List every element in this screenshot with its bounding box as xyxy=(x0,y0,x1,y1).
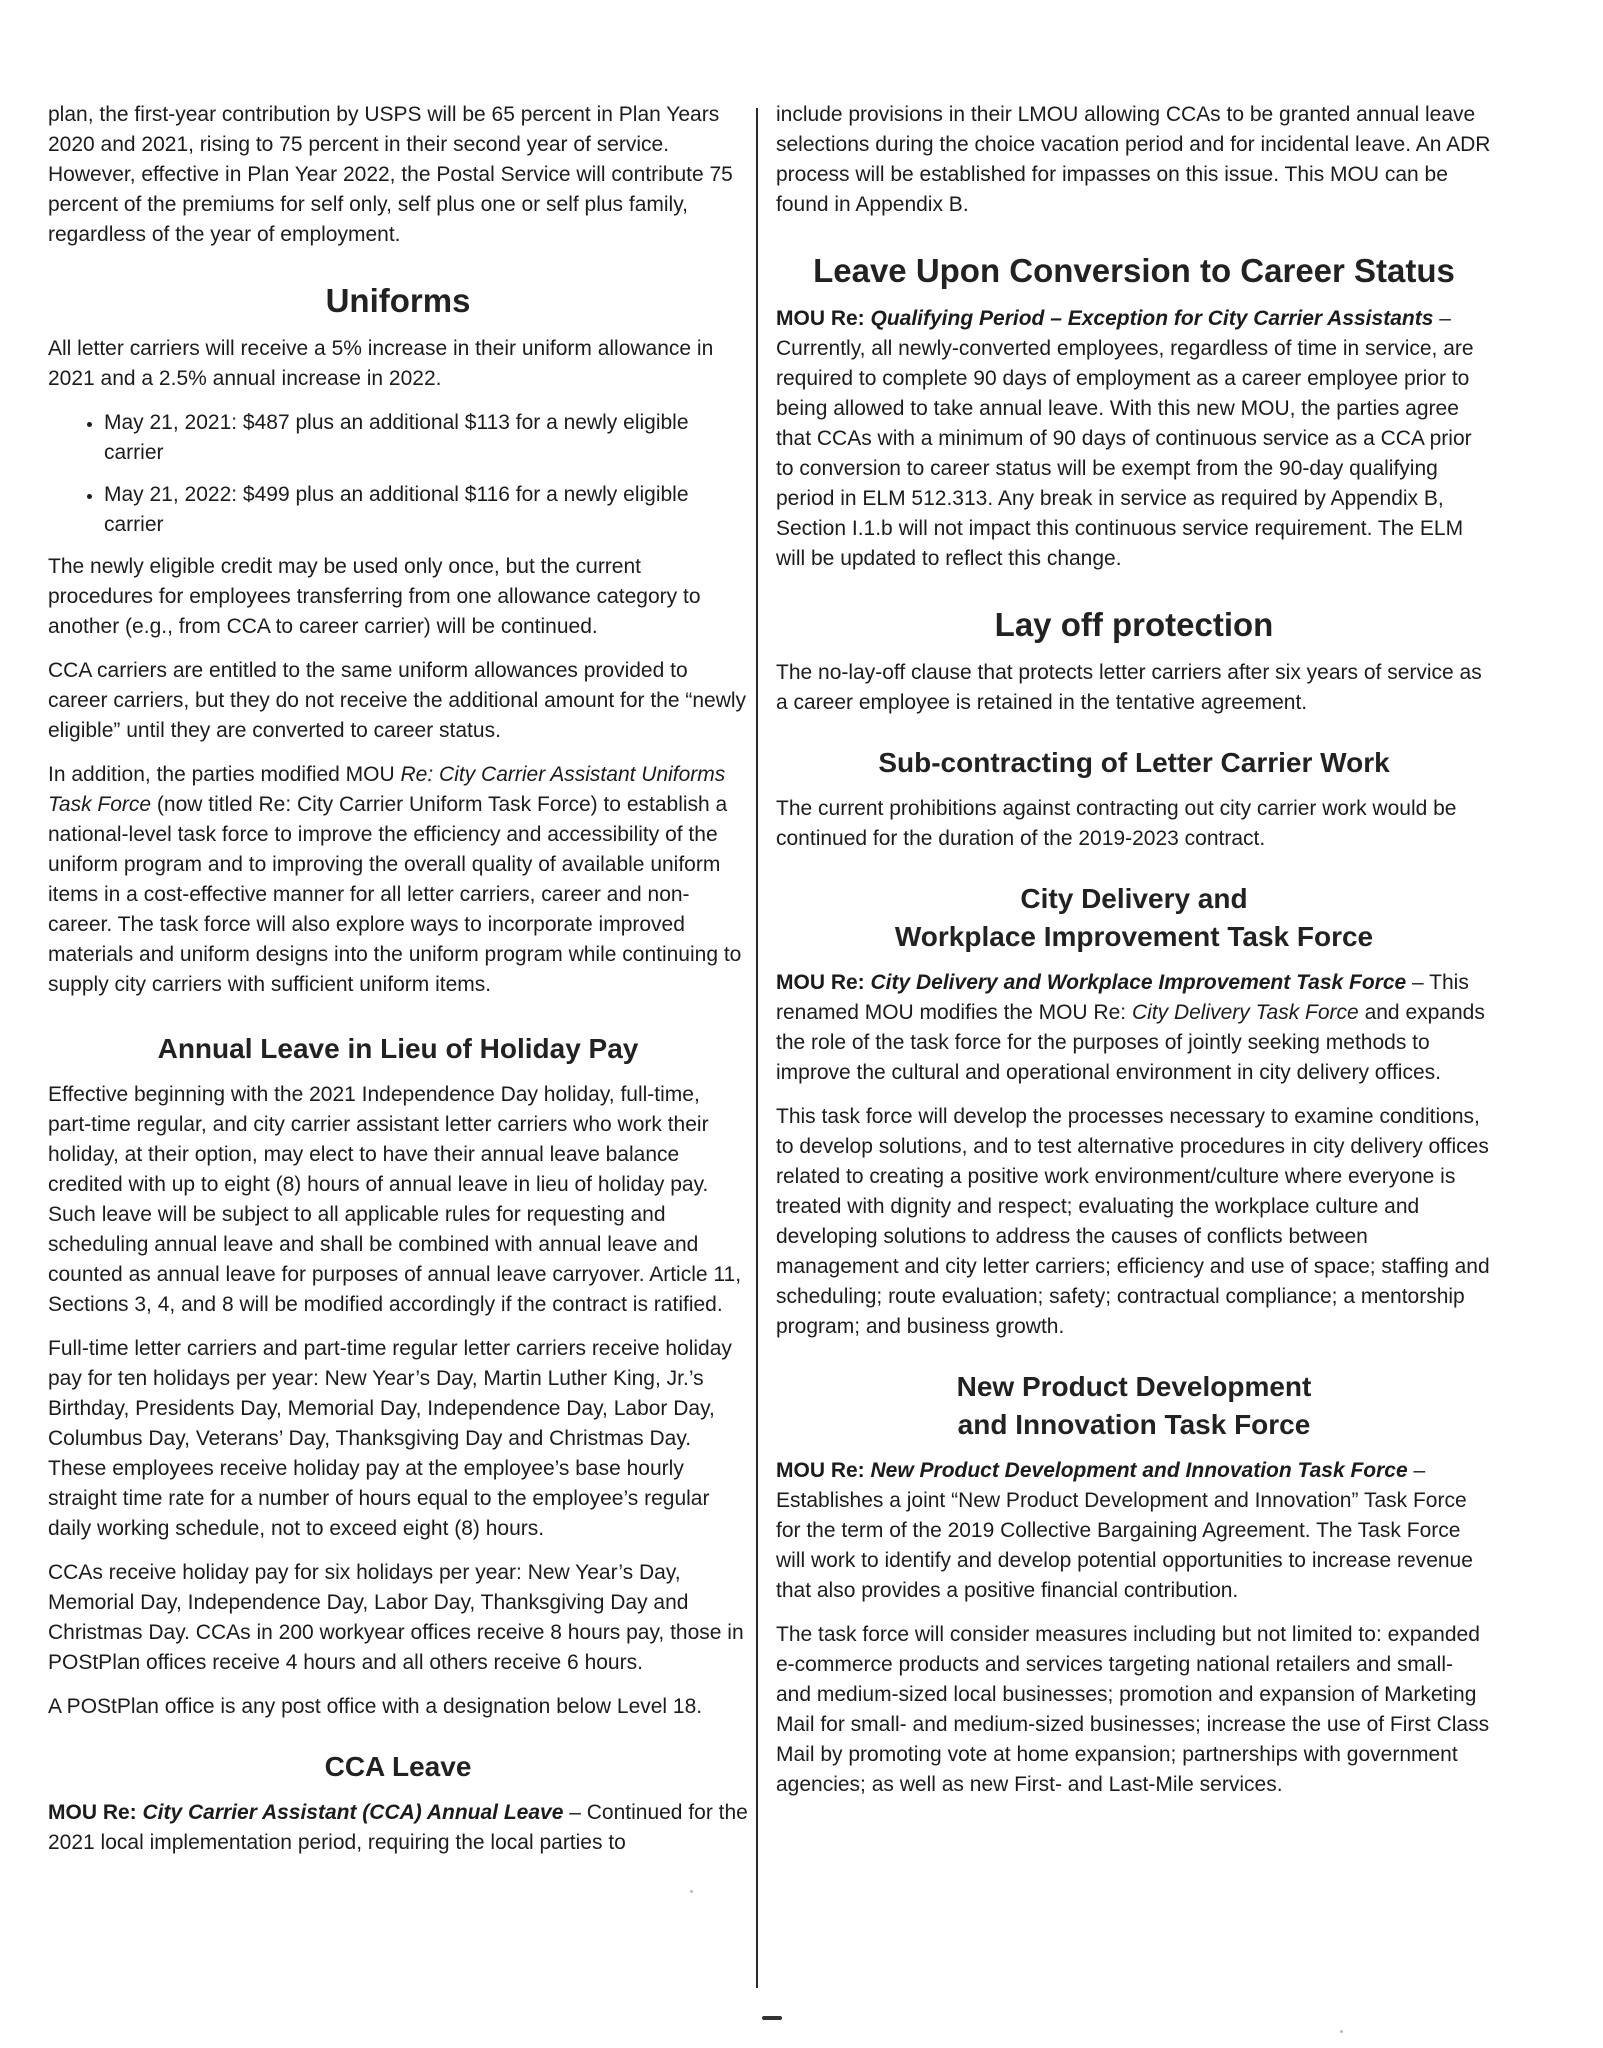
column-divider xyxy=(756,108,758,1988)
city-delivery-lead-plain: MOU Re: xyxy=(776,971,871,994)
new-product-text: – Establishes a joint “New Product Development and Innovation” Task Force for the term of the 2019 Collective Bargaining Agreement. The Task Force will work to identify and develop potential opportunities to increase revenue that also provides a positive financial contribution. xyxy=(776,1459,1473,1602)
uniforms-paragraph-1: All letter carriers will receive a 5% increase in their uniform allowance in 2021 and a 2.5% annual increase in 2022. xyxy=(48,337,714,390)
annual-leave-paragraph-1: Effective beginning with the 2021 Independence Day holiday, full-time, part-time regular, and city carrier assistant letter carriers who work their holiday, at their option, may elect to have their annual leave balance credited with up to eight (8) hours of annual leave in lieu of holiday pay. Such leave will be subject to all applicable rules for requesting and scheduling annual leave and shall be combined with annual leave and counted as annual leave for purposes of annual leave carryover. Article 11, Sections 3, 4, and 8 will be modified accordingly if the contract is ratified. xyxy=(48,1083,742,1316)
annual-leave-paragraph-4: A POStPlan office is any post office with a designation below Level 18. xyxy=(48,1695,703,1718)
subcontract-paragraph: The current prohibitions against contracting out city carrier work would be continued for the duration of the 2019-2023 contract. xyxy=(776,797,1457,850)
conversion-lead xyxy=(776,307,1433,330)
city-delivery-text-a: – This renamed MOU modifies the MOU Re: xyxy=(776,971,1469,1024)
uniforms-p4-italic: Re: City Carrier Assistant Uniforms Task Force xyxy=(48,763,726,816)
city-delivery-heading-line-2: Workplace Improvement Task Force xyxy=(894,921,1374,952)
new-product-lead-plain: MOU Re: xyxy=(776,1459,871,1482)
city-delivery-text-b: and expands the role of the task force for the purposes of jointly seeking methods to improve the cultural and operational environment in city delivery offices. xyxy=(776,1001,1485,1084)
left-column xyxy=(48,100,748,1872)
intro-paragraph: plan, the first-year contribution by USPS will be 65 percent in Plan Years 2020 and 2021, rising to 75 percent in their second year of service. However, effective in Plan Year 2022, the Postal Service will contribute 75 percent of the premiums for self only, self plus one or self plus family, regardless of the year of employment. xyxy=(48,103,733,246)
cca-leave-paragraph xyxy=(48,1798,748,1858)
uniforms-bullet-2021: • May 21, 2021: $487 plus an additional $113 for a newly eligible carrier xyxy=(104,408,748,468)
layoff-heading: Lay off protection xyxy=(994,606,1274,643)
layoff-paragraph: The no-lay-off clause that protects letter carriers after six years of service as a career employee is retained in the tentative agreement. xyxy=(776,661,1482,714)
uniforms-paragraph-3: CCA carriers are entitled to the same uniform allowances provided to career carriers, but they do not receive the additional amount for the “newly eligible” until they are converted to career status. xyxy=(48,659,747,742)
new-product-heading-line-1: New Product Development xyxy=(956,1371,1312,1402)
city-delivery-paragraph-1 xyxy=(776,968,1492,1088)
subcontract-heading: Sub-contracting of Letter Carrier Work xyxy=(878,747,1390,778)
annual-leave-paragraph-3: CCAs receive holiday pay for six holidays per year: New Year’s Day, Memorial Day, Independence Day, Labor Day, Thanksgiving Day and Christmas Day. CCAs in 200 workyear offices receive 8 hours pay, those in POStPlan offices receive 4 hours and all others receive 6 hours. xyxy=(48,1561,744,1674)
conversion-text: – Currently, all newly-converted employees, regardless of time in service, are required to complete 90 days of employment as a career employee prior to being allowed to take annual leave. With this new MOU, the parties agree that CCAs with a minimum of 90 days of continuous service as a CCA prior to conversion to career status will be exempt from the 90-day qualifying period in ELM 512.313. Any break in service as required by Appendix B, Section I.1.b will not impact this continuous service requirement. The ELM will be updated to reflect this change. xyxy=(776,307,1474,570)
city-delivery-lead xyxy=(776,971,1406,994)
conversion-heading: Leave Upon Conversion to Career Status xyxy=(813,252,1455,289)
cca-leave-lead-italic: City Carrier Assistant (CCA) Annual Leave xyxy=(142,1801,564,1824)
cca-leave-heading: CCA Leave xyxy=(324,1751,472,1782)
continued-paragraph: include provisions in their LMOU allowing CCAs to be granted annual leave selections during the choice vacation period and for incidental leave. An ADR process will be established for impasses on this issue. This MOU can be found in Appendix B. xyxy=(776,103,1491,216)
uniforms-paragraph-4 xyxy=(48,760,748,1000)
uniforms-heading: Uniforms xyxy=(325,282,471,319)
right-column xyxy=(776,100,1492,1814)
cca-leave-lead xyxy=(48,1801,563,1824)
cca-leave-text: – Continued for the 2021 local implementation period, requiring the local parties to xyxy=(48,1801,748,1854)
uniforms-bullet-2022: • May 21, 2022: $499 plus an additional $116 for a newly eligible carrier xyxy=(104,480,748,540)
scan-speck xyxy=(690,1890,693,1893)
uniforms-p4-text-b: (now titled Re: City Carrier Uniform Task Force) to establish a national-level task force to improve the efficiency and accessibility of the uniform program and to improving the overall quality of available uniform items in a cost-effective manner for all letter carriers, career and non-career. The task force will also explore ways to incorporate improved materials and uniform designs into the uniform program while continuing to supply city carriers with sufficient uniform items. xyxy=(48,793,742,996)
city-delivery-text-italic: City Delivery Task Force xyxy=(1131,1001,1359,1024)
city-delivery-heading-line-1: City Delivery and xyxy=(1020,883,1248,914)
city-delivery-paragraph-2: This task force will develop the processes necessary to examine conditions, to develop solutions, and to test alternative procedures in city delivery offices related to creating a positive work environment/culture where everyone is treated with dignity and respect; evaluating the workplace culture and developing solutions to address the causes of conflicts between management and city letter carriers; efficiency and use of space; staffing and scheduling; route evaluation; safety; contractual compliance; a mentorship program; and business growth. xyxy=(776,1105,1490,1338)
page-number-mark xyxy=(762,2016,782,2020)
uniforms-p4-text-a: In addition, the parties modified MOU xyxy=(48,763,401,786)
annual-leave-paragraph-2: Full-time letter carriers and part-time regular letter carriers receive holiday pay for ten holidays per year: New Year’s Day, Martin Luther King, Jr.’s Birthday, Presidents Day, Memorial Day, Independence Day, Labor Day, Columbus Day, Veterans’ Day, Thanksgiving Day and Christmas Day. These employees receive holiday pay at the employee’s base hourly straight time rate for a number of hours equal to the employee’s regular daily working schedule, not to exceed eight (8) hours. xyxy=(48,1337,732,1540)
uniforms-bullet-list xyxy=(48,408,748,540)
city-delivery-heading xyxy=(776,880,1492,956)
new-product-paragraph-1 xyxy=(776,1456,1492,1606)
conversion-paragraph xyxy=(776,304,1492,574)
new-product-heading-line-2: and Innovation Task Force xyxy=(957,1409,1311,1440)
scan-speck xyxy=(1340,2030,1343,2033)
conversion-lead-italic: Qualifying Period – Exception for City Carrier Assistants xyxy=(870,307,1434,330)
new-product-lead xyxy=(776,1459,1408,1482)
annual-leave-heading: Annual Leave in Lieu of Holiday Pay xyxy=(157,1033,639,1064)
new-product-heading xyxy=(776,1368,1492,1444)
conversion-lead-plain: MOU Re: xyxy=(776,307,871,330)
uniforms-paragraph-2: The newly eligible credit may be used only once, but the current procedures for employees transferring from one allowance category to another (e.g., from CCA to career carrier) will be continued. xyxy=(48,555,701,638)
city-delivery-lead-italic: City Delivery and Workplace Improvement Task Force xyxy=(870,971,1407,994)
new-product-lead-italic: New Product Development and Innovation Task Force xyxy=(870,1459,1408,1482)
cca-leave-lead-plain: MOU Re: xyxy=(48,1801,143,1824)
new-product-paragraph-2: The task force will consider measures including but not limited to: expanded e-commerce products and services targeting national retailers and small- and medium-sized local businesses; promotion and expansion of Marketing Mail for small- and medium-sized businesses; increase the use of First Class Mail by promoting vote at home expansion; partnerships with government agencies; as well as new First- and Last-Mile services. xyxy=(776,1623,1490,1796)
